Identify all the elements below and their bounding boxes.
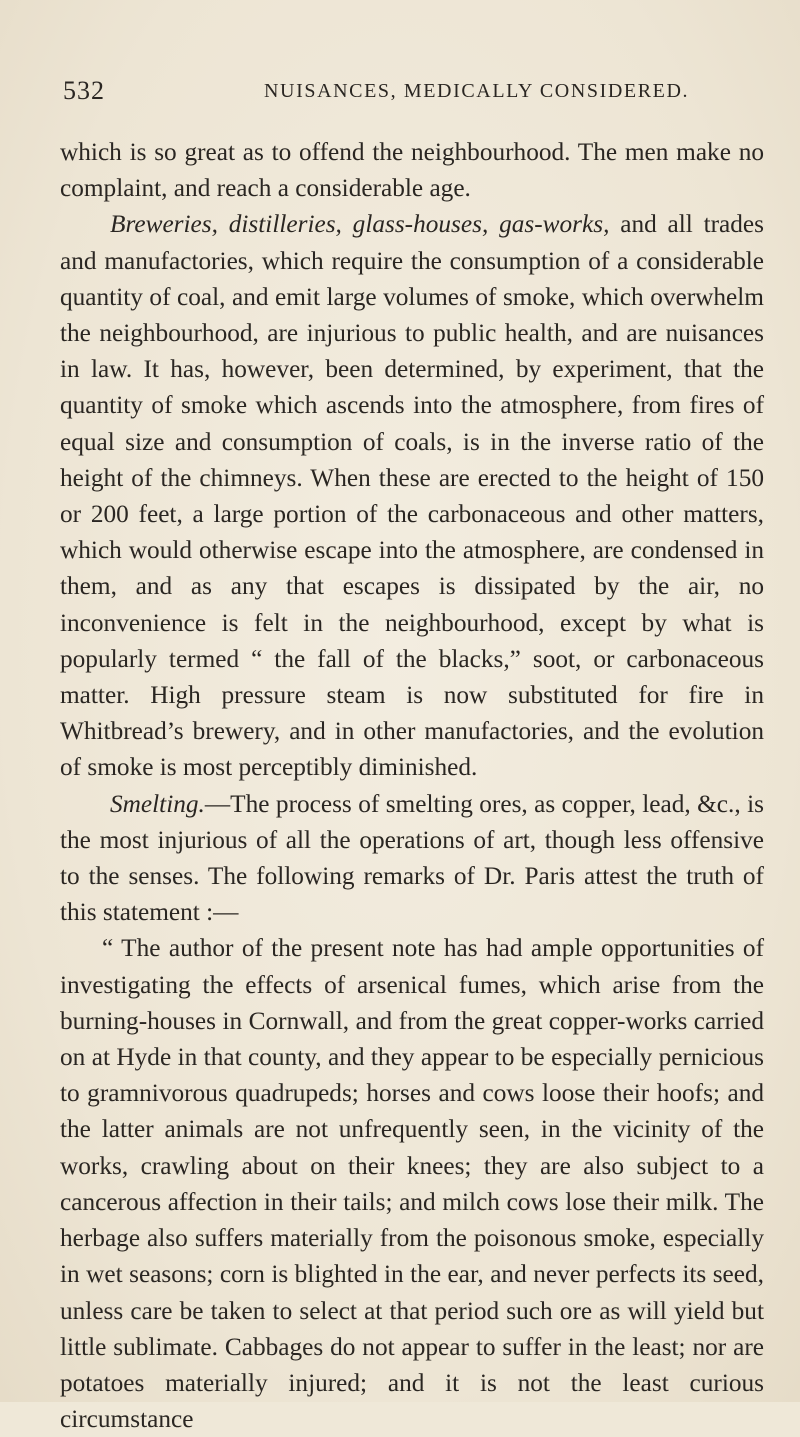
paragraph-smelting — [60, 786, 764, 931]
paragraph-continuation — [60, 134, 764, 206]
paragraph-text: which is so great as to offend the neighbourhood. The men make no complaint, and reach a considerable age. — [60, 138, 764, 203]
paragraph-text: “ The author of the present note has had ample opportunities of investigating the effects of arsenical fumes, which arise from the burning-houses in Cornwall, and from the great copper-works carried on at Hyde in that county, and they appear to be especially pernicious to gramnivorous quadrupeds; horses and cows loose their hoofs; and the latter animals are not unfrequently seen, in the vicinity of the works, crawling about on their knees; they are also subject to a cancerous affection in their tails; and milch cows lose their milk. The herbage also suffers materially from the poisonous smoke, especially in wet seasons; corn is blighted in the ear, and never perfects its seed, unless care be taken to select at that period such ore as will yield but little sublimate. Cabbages do not appear to suffer in the least; nor are potatoes materially injured; and it is not the least curious circumstance — [60, 934, 764, 1434]
page-header — [60, 76, 764, 116]
body-text — [60, 134, 764, 1437]
paragraph-quotation — [60, 930, 764, 1437]
paragraph-lead: Breweries, distilleries, glass-houses, gas-works, — [110, 210, 610, 239]
running-head: NUISANCES, MEDICALLY CONSIDERED. — [264, 80, 690, 102]
paragraph-lead: Smelting. — [110, 789, 205, 818]
paragraph-text: and all trades and manufactories, which require the consumption of a considerable quantity of coal, and emit large volumes of smoke, which overwhelm the neighbourhood, are injurious to public health, and are nuisances in law. It has, however, been determined, by experiment, that the quantity of smoke which ascends into the atmosphere, from fires of equal size and consumption of coals, is in the inverse ratio of the height of the chimneys. When these are erected to the height of 150 or 200 feet, a large portion of the carbonaceous and other matters, which would otherwise escape into the atmosphere, are condensed in them, and as any that escapes is dissipated by the air, no inconvenience is felt in the neighbourhood, except by what is popularly termed “ the fall of the blacks,” soot, or carbonaceous matter. High pressure steam is now substituted for fire in Whitbread’s brewery, and in other manufactories, and the evolution of smoke is most perceptibly diminished. — [60, 210, 765, 782]
paragraph-breweries — [60, 206, 764, 785]
page-number: 532 — [63, 76, 105, 105]
paragraph-text: —The process of smelting ores, as copper, lead, &c., is the most injurious of all the operations of art, though less offensive to the senses. The following remarks of Dr. Paris attest the truth of this statement :— — [60, 789, 764, 927]
